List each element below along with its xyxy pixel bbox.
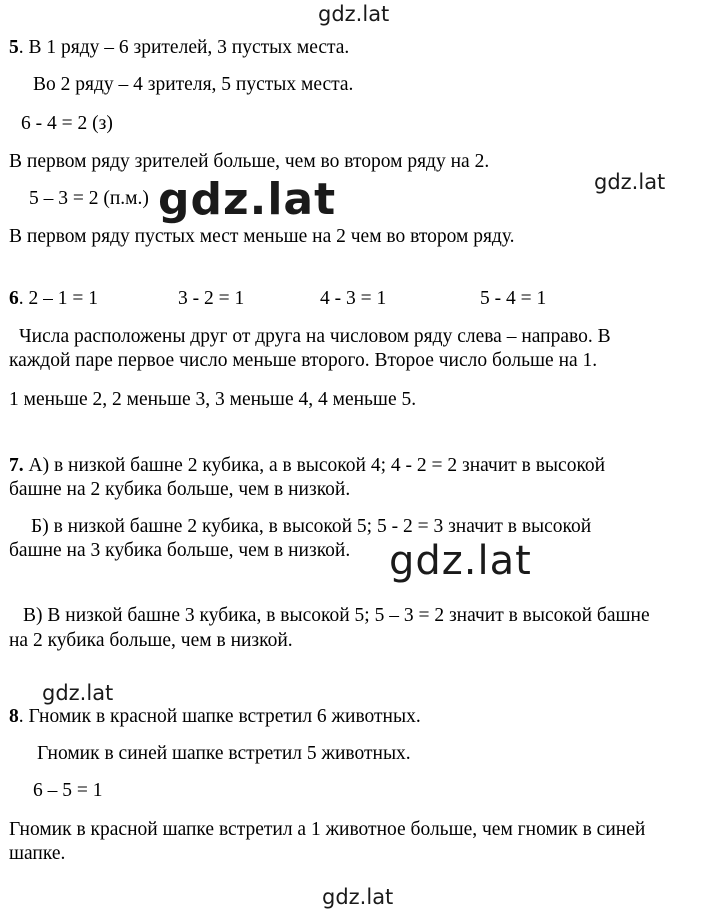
watermark-big-2: gdz.lat (389, 538, 532, 584)
task8-line3: 6 – 5 = 1 (33, 780, 103, 801)
task8-line4: Гномик в красной шапке встретил а 1 животное больше, чем гномик в синей (9, 819, 646, 840)
watermark-left: gdz.lat (42, 681, 114, 705)
watermark-big-1: gdz.lat (158, 174, 337, 225)
task5-line3: 6 - 4 = 2 (з) (21, 113, 113, 134)
task8-line1 (9, 705, 421, 729)
task5-line6: В первом ряду пустых мест меньше на 2 чем во втором ряду. (9, 226, 515, 247)
task5-line5: 5 – 3 = 2 (п.м.) (29, 188, 149, 209)
watermark-bottom: gdz.lat (322, 885, 394, 909)
task5-number: 5 (9, 37, 19, 58)
task5-line1 (9, 36, 349, 60)
watermark-right: gdz.lat (594, 170, 666, 194)
task8-number: 8 (9, 706, 19, 727)
task6-number: 6 (9, 288, 19, 309)
task7-line1 (9, 454, 605, 478)
task6-eq-2: 3 - 2 = 1 (178, 288, 245, 309)
task7-line6: на 2 кубика больше, чем в низкой. (9, 630, 293, 651)
task5-line2: Во 2 ряду – 4 зрителя, 5 пустых места. (33, 74, 354, 95)
task7-line3: Б) в низкой башне 2 кубика, в высокой 5; 5 - 2 = 3 значит в высокой (31, 516, 592, 537)
watermark-top: gdz.lat (318, 2, 390, 26)
task6-line2: Числа расположены друг от друга на числовом ряду слева – направо. В (19, 326, 611, 347)
task5-text-1: . В 1 ряду – 6 зрителей, 3 пустых места. (18, 37, 350, 58)
task6-line1 (9, 287, 98, 311)
task6-line4: 1 меньше 2, 2 меньше 3, 3 меньше 4, 4 меньше 5. (9, 389, 417, 410)
task6-eq-1: . 2 – 1 = 1 (18, 288, 98, 309)
task7-line4: башне на 3 кубика больше, чем в низкой. (9, 540, 351, 561)
task6-eq-3: 4 - 3 = 1 (320, 288, 387, 309)
task6-eq-4: 5 - 4 = 1 (480, 288, 547, 309)
task8-line2: Гномик в синей шапке встретил 5 животных. (37, 743, 411, 764)
task8-text-1: . Гномик в красной шапке встретил 6 животных. (18, 706, 421, 727)
task5-line4: В первом ряду зрителей больше, чем во втором ряду на 2. (9, 151, 490, 172)
task6-line3: каждой паре первое число меньше второго. Второе число больше на 1. (9, 350, 598, 371)
task7-text-1: А) в низкой башне 2 кубика, а в высокой 4; 4 - 2 = 2 значит в высокой (23, 455, 606, 476)
task7-number: 7. (9, 455, 24, 476)
task7-line2: башне на 2 кубика больше, чем в низкой. (9, 479, 351, 500)
task7-line5: В) В низкой башне 3 кубика, в высокой 5; 5 – 3 = 2 значит в высокой башне (23, 605, 650, 626)
task8-line5: шапке. (9, 843, 66, 864)
